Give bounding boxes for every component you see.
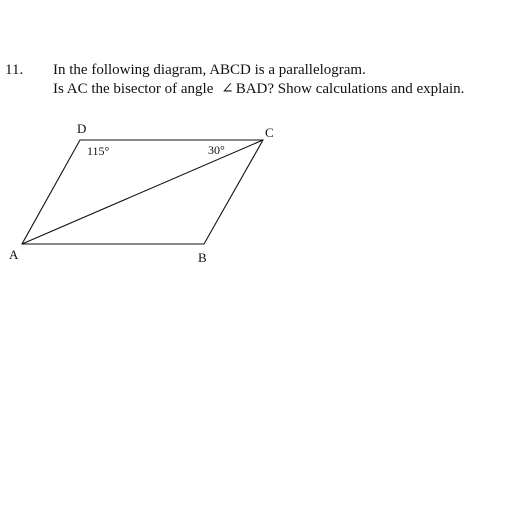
question-number: 11.: [5, 62, 24, 78]
question-text-line-2-prefix: Is AC the bisector of angle: [53, 81, 214, 97]
question-text-line-1: In the following diagram, ABCD is a parallelogram.: [53, 62, 366, 78]
vertex-label-a: A: [9, 247, 19, 262]
vertex-label-c: C: [265, 125, 274, 140]
angle-label-d: 115°: [87, 144, 110, 158]
question-text-line-2-suffix: BAD? Show calculations and explain.: [235, 81, 465, 97]
diagonal-ac: [22, 140, 263, 244]
vertex-label-d: D: [77, 121, 87, 136]
angle-symbol: ∠: [221, 81, 234, 97]
vertex-label-b: B: [198, 250, 207, 265]
angle-label-c: 30°: [208, 143, 225, 157]
